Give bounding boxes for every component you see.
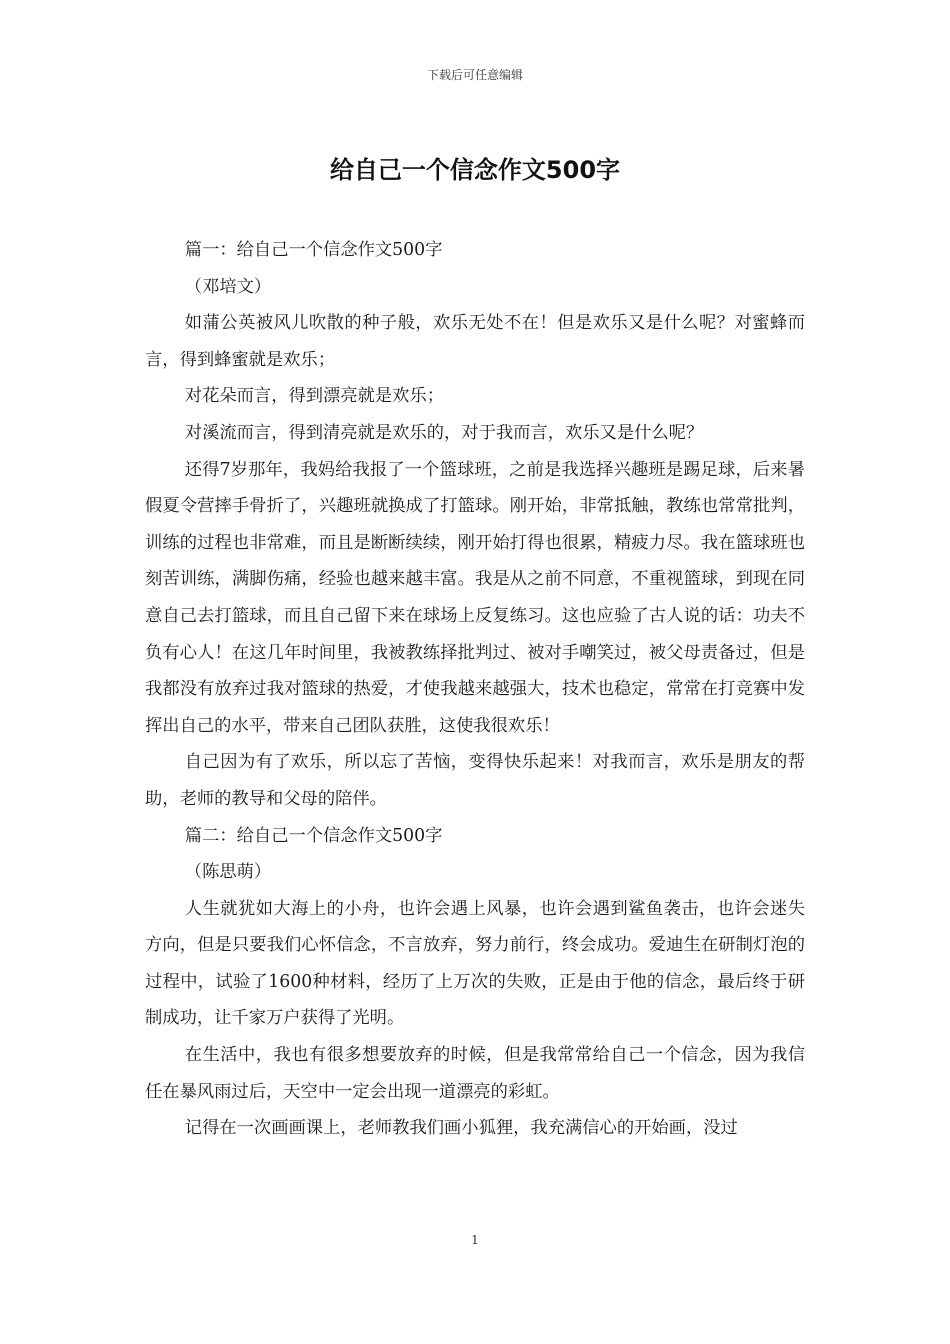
paragraph: 人生就犹如大海上的小舟，也许会遇上风暴，也许会遇到鲨鱼袭击，也许会迷失方向，但是只要我们心怀信念，不言放弃，努力前行，终会成功。爱迪生在研制灯泡的过程中，试验了1600种材料，经历了上万次的失败，正是由于他的信念，最后终于研制成功，让千家万户获得了光明。: [145, 898, 805, 1029]
document-body: [145, 232, 805, 1147]
paragraph: 对溪流而言，得到清亮就是欢乐的，对于我而言，欢乐又是什么呢？: [184, 422, 704, 443]
paragraph-part2-author: （陈思萌）: [184, 862, 272, 883]
document-title: 给自己一个信念作文500字: [329, 156, 621, 184]
paragraph: 对花朵而言，得到漂亮就是欢乐；: [184, 386, 445, 407]
paragraph-part1-author: （邓培文）: [184, 276, 272, 297]
paragraph: 记得在一次画画课上，老师教我们画小狐狸，我充满信心的开始画，没过: [184, 1118, 738, 1139]
header-note: 下载后可任意编辑: [426, 68, 523, 82]
paragraph-part2-heading: 篇二：给自己一个信念作文500字: [184, 825, 443, 846]
paragraph: 还得7岁那年，我妈给我报了一个篮球班，之前是我选择兴趣班是踢足球，后来暑假夏令营摔手骨折了，兴趣班就换成了打篮球。刚开始，非常抵触，教练也常常批判，训练的过程也非常难，而且是断断续续，刚开始打得也很累，精疲力尽。我在篮球班也刻苦训练，满脚伤痛，经验也越来越丰富。我是从之前不同意，不重视篮球，到现在同意自己去打篮球，而且自己留下来在球场上反复练习。这也应验了古人说的话：功夫不负有心人！在这几年时间里，我被教练择批判过、被对手嘲笑过，被父母责备过，但是我都没有放弃过我对篮球的热爱，才使我越来越强大，技术也稳定，常常在打竞赛中发挥出自己的水平，带来自己团队获胜，这使我很欢乐！: [145, 459, 805, 736]
paragraph: 自己因为有了欢乐，所以忘了苦恼，变得快乐起来！对我而言，欢乐是朋友的帮助，老师的教导和父母的陪伴。: [145, 752, 805, 809]
paragraph-part1-heading: 篇一：给自己一个信念作文500字: [184, 240, 443, 260]
paragraph: 在生活中，我也有很多想要放弃的时候，但是我常常给自己一个信念，因为我信任在暴风雨过后，天空中一定会出现一道漂亮的彩虹。: [145, 1045, 805, 1102]
page-number: 1: [471, 1233, 479, 1247]
paragraph: 如蒲公英被风儿吹散的种子般，欢乐无处不在！但是欢乐又是什么呢？对蜜蜂而言，得到蜂蜜就是欢乐；: [145, 313, 805, 370]
